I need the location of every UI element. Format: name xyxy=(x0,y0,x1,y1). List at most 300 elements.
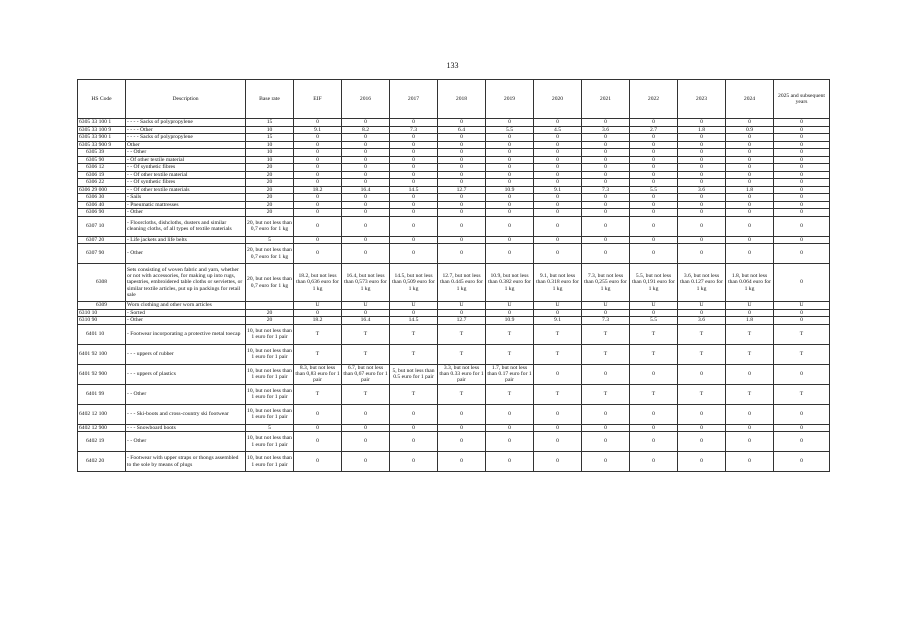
cell-2022: 5.5 xyxy=(630,186,678,194)
cell-2017: 0 xyxy=(390,164,438,172)
cell-2018: 0 xyxy=(438,452,486,472)
cell-eif: 0 xyxy=(294,244,342,264)
cell-hs-code: 6402 12 900 xyxy=(78,424,126,432)
cell-2025-subsequent: 0 xyxy=(774,264,830,302)
cell-2021: 0 xyxy=(582,404,630,424)
cell-base-rate: 15 xyxy=(246,119,294,127)
cell-eif: 0 xyxy=(294,209,342,217)
cell-2020: 0 xyxy=(534,194,582,202)
cell-2016: 0 xyxy=(342,404,390,424)
cell-2016: T xyxy=(342,384,390,404)
cell-2024: 0 xyxy=(726,424,774,432)
cell-hs-code: 6306 30 xyxy=(78,194,126,202)
cell-eif: 0 xyxy=(294,194,342,202)
cell-base-rate: 10, but not less than 1 euro for 1 pair xyxy=(246,452,294,472)
cell-2020: 0 xyxy=(534,424,582,432)
cell-2023: 0 xyxy=(678,164,726,172)
table-row xyxy=(78,126,830,134)
cell-2021: 7.3 xyxy=(582,186,630,194)
cell-2016: 16.4 xyxy=(342,317,390,325)
cell-2016: 0 xyxy=(342,179,390,187)
cell-base-rate: 20 xyxy=(246,201,294,209)
table-row xyxy=(78,309,830,317)
cell-2024: 0 xyxy=(726,236,774,244)
header-hs-code: HS Code xyxy=(78,80,126,119)
table-row xyxy=(78,244,830,264)
cell-2017: 7.3 xyxy=(390,126,438,134)
cell-2023: 0 xyxy=(678,179,726,187)
cell-2025-subsequent: 0 xyxy=(774,141,830,149)
cell-2021: 0 xyxy=(582,149,630,157)
cell-base-rate: 20 xyxy=(246,309,294,317)
cell-description: - - Other xyxy=(126,149,246,157)
cell-2018: 3.3, but not less than 0.33 euro for 1 pair xyxy=(439,364,484,384)
cell-2017: 0 xyxy=(390,209,438,217)
cell-2024: 0 xyxy=(726,364,774,384)
cell-2024: 0 xyxy=(726,194,774,202)
table-row xyxy=(78,324,830,344)
cell-description: - - Other xyxy=(126,384,246,404)
cell-eif: 0 xyxy=(294,179,342,187)
cell-2019: 0 xyxy=(486,236,534,244)
cell-description: - - - Snowboard boots xyxy=(126,424,246,432)
cell-2017: 0 xyxy=(390,236,438,244)
cell-description: - Floorcloths, dishcloths, dusters and similar cleaning cloths, of all types of textile materials xyxy=(126,216,246,236)
cell-2022: 0 xyxy=(630,432,678,452)
cell-2016: 0 xyxy=(342,194,390,202)
header-base-rate: Base rate xyxy=(246,80,294,119)
cell-2025-subsequent: T xyxy=(774,324,830,344)
cell-2018: 0 xyxy=(438,236,486,244)
cell-2020: 0 xyxy=(534,179,582,187)
cell-2021: 0 xyxy=(582,424,630,432)
cell-2016: 6.7, but not less than 0,67 euro for 1 pair xyxy=(343,364,388,384)
cell-2024: 0 xyxy=(726,209,774,217)
cell-2021: 0 xyxy=(582,141,630,149)
cell-2017: T xyxy=(390,384,438,404)
cell-2021: 0 xyxy=(582,244,630,264)
cell-2022: 0 xyxy=(630,179,678,187)
cell-2023: 0 xyxy=(678,119,726,127)
cell-eif: U xyxy=(294,302,342,310)
cell-base-rate: 20 xyxy=(246,209,294,217)
cell-2018: 0 xyxy=(438,209,486,217)
cell-2019: 0 xyxy=(486,141,534,149)
header-eif: EIF xyxy=(294,80,342,119)
cell-2025-subsequent: 0 xyxy=(774,201,830,209)
header-2016: 2016 xyxy=(342,80,390,119)
cell-hs-code: 6306 29 000 xyxy=(78,186,126,194)
header-2024: 2024 xyxy=(726,80,774,119)
cell-2019: 1.7, but not less than 0.17 euro for 1 pair xyxy=(487,364,532,384)
cell-eif: 8.3, but not less than 0,83 euro for 1 pair xyxy=(295,364,340,384)
cell-hs-code: 6305 33 900 1 xyxy=(78,134,126,142)
cell-2021: 0 xyxy=(582,179,630,187)
cell-2024: T xyxy=(726,324,774,344)
tariff-schedule-table xyxy=(77,79,830,472)
cell-2016: 0 xyxy=(342,244,390,264)
cell-2024: 0 xyxy=(726,244,774,264)
cell-2019: 0 xyxy=(486,424,534,432)
cell-hs-code: 6401 92 100 xyxy=(78,344,126,364)
cell-2021: 0 xyxy=(582,209,630,217)
cell-2025-subsequent: T xyxy=(774,384,830,404)
cell-2023: T xyxy=(678,324,726,344)
cell-2019: 0 xyxy=(486,201,534,209)
table-row xyxy=(78,236,830,244)
cell-eif: 0 xyxy=(294,201,342,209)
cell-hs-code: 6305 90 xyxy=(78,156,126,164)
cell-2016: 0 xyxy=(342,164,390,172)
cell-2024: 0 xyxy=(726,432,774,452)
table-row xyxy=(78,179,830,187)
header-row xyxy=(78,80,830,119)
cell-hs-code: 6308 xyxy=(78,264,126,302)
cell-description: - Of other textile material xyxy=(126,156,246,164)
cell-hs-code: 6402 12 100 xyxy=(78,404,126,424)
cell-2024: 0 xyxy=(726,179,774,187)
table-row xyxy=(78,404,830,424)
cell-base-rate: 10, but not less than 1 euro for 1 pair xyxy=(246,344,294,364)
cell-2022: 5.5 xyxy=(630,317,678,325)
cell-2025-subsequent: 0 xyxy=(774,149,830,157)
cell-2016: 0 xyxy=(342,171,390,179)
cell-2016: 8.2 xyxy=(342,126,390,134)
cell-2023: 0 xyxy=(678,209,726,217)
table-row xyxy=(78,424,830,432)
cell-2017: 5, but not less than 0.5 euro for 1 pair xyxy=(390,364,438,384)
cell-2023: 0 xyxy=(678,134,726,142)
cell-2019: T xyxy=(486,344,534,364)
cell-2022: 0 xyxy=(630,156,678,164)
table-row xyxy=(78,216,830,236)
cell-description: - - Other xyxy=(126,432,246,452)
cell-2020: 0 xyxy=(534,141,582,149)
cell-base-rate: 10, but not less than 1 euro for 1 pair xyxy=(246,384,294,404)
cell-2020: 0 xyxy=(534,156,582,164)
cell-2021: T xyxy=(582,324,630,344)
cell-2023: T xyxy=(678,384,726,404)
cell-2019: 10.9 xyxy=(486,317,534,325)
cell-hs-code: 6307 20 xyxy=(78,236,126,244)
table-row xyxy=(78,209,830,217)
header-2017: 2017 xyxy=(390,80,438,119)
cell-2025-subsequent: 0 xyxy=(774,126,830,134)
cell-2018: 12.7 xyxy=(438,186,486,194)
cell-2019: T xyxy=(486,384,534,404)
cell-2024: 0 xyxy=(726,216,774,236)
cell-2025-subsequent: 0 xyxy=(774,194,830,202)
cell-2024: 0 xyxy=(726,201,774,209)
cell-2018: 0 xyxy=(438,134,486,142)
table-row xyxy=(78,344,830,364)
cell-eif: 0 xyxy=(294,119,342,127)
cell-2025-subsequent: 0 xyxy=(774,156,830,164)
cell-2025-subsequent: 0 xyxy=(774,309,830,317)
table-row xyxy=(78,119,830,127)
cell-2025-subsequent: 0 xyxy=(774,134,830,142)
table-row xyxy=(78,364,830,384)
cell-2023: 0 xyxy=(678,156,726,164)
table-row xyxy=(78,134,830,142)
cell-2016: 16.4, but not less than 0,573 euro for 1 kg xyxy=(342,264,390,302)
cell-2024: 1.8, but not less than 0.064 euro for 1 kg xyxy=(726,264,774,302)
cell-2022: 2.7 xyxy=(630,126,678,134)
cell-eif: 0 xyxy=(294,404,342,424)
cell-2023: 0 xyxy=(678,244,726,264)
cell-2020: 9.1 xyxy=(534,317,582,325)
cell-hs-code: 6309 xyxy=(78,302,126,310)
cell-2021: 0 xyxy=(582,201,630,209)
cell-2016: 0 xyxy=(342,134,390,142)
cell-2018: 0 xyxy=(438,156,486,164)
cell-2021: 7.3, but not less than 0,255 euro for 1 kg xyxy=(582,264,630,302)
cell-eif: 18.2 xyxy=(294,186,342,194)
cell-2017: 0 xyxy=(390,141,438,149)
cell-2025-subsequent: T xyxy=(774,344,830,364)
cell-2019: 0 xyxy=(486,452,534,472)
cell-2020: 9.1 xyxy=(534,186,582,194)
cell-2017: T xyxy=(390,324,438,344)
cell-2025-subsequent: 0 xyxy=(774,244,830,264)
cell-2019: T xyxy=(486,324,534,344)
header-2021: 2021 xyxy=(582,80,630,119)
cell-base-rate: 20 xyxy=(246,194,294,202)
cell-2018: 0 xyxy=(438,171,486,179)
cell-2017: 0 xyxy=(390,244,438,264)
cell-2022: 0 xyxy=(630,309,678,317)
cell-2023: 0 xyxy=(678,141,726,149)
cell-2020: 0 xyxy=(534,149,582,157)
cell-2016: 0 xyxy=(342,309,390,317)
cell-2021: 7.3 xyxy=(582,317,630,325)
cell-2020: 0 xyxy=(534,119,582,127)
cell-description: - - Of other textile material xyxy=(126,171,246,179)
cell-eif: 18.2, but not less than 0,636 euro for 1 kg xyxy=(294,264,342,302)
cell-2020: 0 xyxy=(534,134,582,142)
cell-description: - Other xyxy=(126,317,246,325)
cell-2025-subsequent: 0 xyxy=(774,179,830,187)
cell-hs-code: 6306 22 xyxy=(78,179,126,187)
cell-2025-subsequent: 0 xyxy=(774,452,830,472)
cell-2021: 0 xyxy=(582,171,630,179)
cell-2016: 0 xyxy=(342,452,390,472)
cell-2018: 12.7, but not less than 0.445 euro for 1 kg xyxy=(438,264,486,302)
cell-base-rate: 10 xyxy=(246,126,294,134)
cell-hs-code: 6401 92 900 xyxy=(78,364,126,384)
cell-2025-subsequent: 0 xyxy=(774,424,830,432)
cell-description: - Footwear with upper straps or thongs assembled to the sole by means of plugs xyxy=(126,452,246,472)
cell-eif: 0 xyxy=(294,452,342,472)
cell-2024: 0 xyxy=(726,141,774,149)
page-number: 133 xyxy=(446,61,459,70)
cell-2024: 1.8 xyxy=(726,317,774,325)
cell-2018: 0 xyxy=(438,216,486,236)
cell-2018: 0 xyxy=(438,432,486,452)
cell-2019: 10.9, but not less than 0.382 euro for 1 kg xyxy=(486,264,534,302)
cell-eif: 0 xyxy=(294,171,342,179)
cell-2023: 3.6 xyxy=(678,317,726,325)
cell-2021: 0 xyxy=(582,119,630,127)
cell-2016: 0 xyxy=(342,216,390,236)
cell-eif: 0 xyxy=(294,216,342,236)
cell-2017: 14.5 xyxy=(390,317,438,325)
cell-2016: 0 xyxy=(342,119,390,127)
cell-2020: 0 xyxy=(534,404,582,424)
cell-2022: 0 xyxy=(630,149,678,157)
cell-hs-code: 6305 39 xyxy=(78,149,126,157)
cell-2020: 0 xyxy=(534,364,582,384)
cell-2020: T xyxy=(534,344,582,364)
cell-eif: 0 xyxy=(294,424,342,432)
cell-2019: 10.9 xyxy=(486,186,534,194)
cell-2018: T xyxy=(438,344,486,364)
table-row xyxy=(78,141,830,149)
cell-2018: 0 xyxy=(438,179,486,187)
cell-base-rate: 10, but not less than 1 euro for 1 pair xyxy=(246,324,294,344)
cell-2024: 0.9 xyxy=(726,126,774,134)
cell-base-rate: 20, but not less than 0,7 euro for 1 kg xyxy=(246,216,294,236)
cell-description: - - - Ski-boots and cross-country ski footwear xyxy=(126,404,246,424)
cell-2018: 0 xyxy=(438,201,486,209)
cell-2023: 0 xyxy=(678,236,726,244)
cell-2021: 0 xyxy=(582,452,630,472)
cell-2022: 0 xyxy=(630,424,678,432)
cell-eif: 18.2 xyxy=(294,317,342,325)
cell-base-rate: 20 xyxy=(246,317,294,325)
cell-description: - - - - Sacks of polypropylene xyxy=(126,119,246,127)
cell-2025-subsequent: 0 xyxy=(774,209,830,217)
cell-2022: T xyxy=(630,324,678,344)
cell-2021: T xyxy=(582,384,630,404)
cell-2023: 0 xyxy=(678,309,726,317)
cell-2020: 9.1, but not less than 0.318 euro for 1 kg xyxy=(534,264,582,302)
cell-base-rate: 10 xyxy=(246,156,294,164)
table-row xyxy=(78,317,830,325)
cell-2018: 0 xyxy=(438,119,486,127)
cell-2017: T xyxy=(390,344,438,364)
cell-eif: 9.1 xyxy=(294,126,342,134)
cell-hs-code: 6305 33 100 9 xyxy=(78,126,126,134)
cell-base-rate: 10 xyxy=(246,141,294,149)
cell-2019: 0 xyxy=(486,216,534,236)
cell-2022: 0 xyxy=(630,364,678,384)
cell-2023: 3.6 xyxy=(678,186,726,194)
cell-2024: T xyxy=(726,384,774,404)
cell-hs-code: 6401 10 xyxy=(78,324,126,344)
cell-2016: 16.4 xyxy=(342,186,390,194)
cell-2023: U xyxy=(678,302,726,310)
cell-base-rate xyxy=(246,302,294,310)
cell-2024: U xyxy=(726,302,774,310)
cell-2024: 0 xyxy=(726,404,774,424)
cell-2017: 0 xyxy=(390,309,438,317)
table-row xyxy=(78,149,830,157)
cell-2023: 0 xyxy=(678,432,726,452)
cell-2021: 0 xyxy=(582,134,630,142)
table-row xyxy=(78,171,830,179)
cell-2016: U xyxy=(342,302,390,310)
cell-2024: T xyxy=(726,344,774,364)
cell-hs-code: 6401 99 xyxy=(78,384,126,404)
cell-2020: 0 xyxy=(534,432,582,452)
cell-2023: 1.8 xyxy=(678,126,726,134)
cell-base-rate: 10, but not less than 1 euro for 1 pair xyxy=(246,364,294,384)
cell-2023: 0 xyxy=(678,452,726,472)
table-row xyxy=(78,186,830,194)
cell-eif: T xyxy=(294,324,342,344)
cell-2022: 0 xyxy=(630,164,678,172)
cell-2018: 0 xyxy=(438,309,486,317)
cell-eif: T xyxy=(294,384,342,404)
cell-2025-subsequent: 0 xyxy=(774,317,830,325)
header-2019: 2019 xyxy=(486,80,534,119)
cell-2017: 0 xyxy=(390,156,438,164)
cell-2024: 0 xyxy=(726,452,774,472)
cell-2018: 0 xyxy=(438,244,486,264)
cell-2019: 0 xyxy=(486,209,534,217)
cell-2019: 5.5 xyxy=(486,126,534,134)
cell-base-rate: 5 xyxy=(246,424,294,432)
cell-eif: 0 xyxy=(294,141,342,149)
cell-description: Worn clothing and other worn articles xyxy=(126,302,246,310)
cell-base-rate: 20 xyxy=(246,164,294,172)
cell-eif: 0 xyxy=(294,149,342,157)
table-row xyxy=(78,201,830,209)
header-description: Description xyxy=(126,80,246,119)
cell-2016: 0 xyxy=(342,141,390,149)
cell-hs-code: 6307 10 xyxy=(78,216,126,236)
cell-2020: 0 xyxy=(534,309,582,317)
cell-2021: 0 xyxy=(582,164,630,172)
cell-2021: 0 xyxy=(582,156,630,164)
cell-2019: 0 xyxy=(486,432,534,452)
cell-2017: 0 xyxy=(390,119,438,127)
cell-2020: T xyxy=(534,384,582,404)
cell-2023: 0 xyxy=(678,364,726,384)
cell-2023: T xyxy=(678,344,726,364)
cell-2025-subsequent: 0 xyxy=(774,432,830,452)
cell-2016: T xyxy=(342,324,390,344)
cell-description: - - - - Other xyxy=(126,126,246,134)
cell-2022: 0 xyxy=(630,201,678,209)
cell-2025-subsequent: 0 xyxy=(774,236,830,244)
cell-2021: 0 xyxy=(582,309,630,317)
cell-2025-subsequent: 0 xyxy=(774,164,830,172)
cell-2025-subsequent: 0 xyxy=(774,216,830,236)
cell-hs-code: 6402 19 xyxy=(78,432,126,452)
cell-2020: 0 xyxy=(534,209,582,217)
table-body xyxy=(78,119,830,472)
cell-2021: 0 xyxy=(582,432,630,452)
cell-2021: 0 xyxy=(582,216,630,236)
cell-hs-code: 6306 90 xyxy=(78,209,126,217)
cell-2019: 0 xyxy=(486,134,534,142)
cell-2022: 0 xyxy=(630,171,678,179)
cell-2024: 0 xyxy=(726,149,774,157)
cell-eif: 0 xyxy=(294,432,342,452)
cell-2017: 0 xyxy=(390,134,438,142)
cell-eif: 0 xyxy=(294,156,342,164)
cell-2022: 0 xyxy=(630,452,678,472)
cell-2025-subsequent: 0 xyxy=(774,119,830,127)
cell-2017: 0 xyxy=(390,179,438,187)
cell-2018: T xyxy=(438,324,486,344)
cell-description: Sets consisting of woven fabric and yarn, whether or not with accessories, for making up into rugs, tapestries, embroidered table cloths or serviettes, or similar textile articles, put up in packings for retail sale xyxy=(126,264,246,302)
cell-2018: T xyxy=(438,384,486,404)
cell-2022: 0 xyxy=(630,244,678,264)
cell-2017: 0 xyxy=(390,432,438,452)
